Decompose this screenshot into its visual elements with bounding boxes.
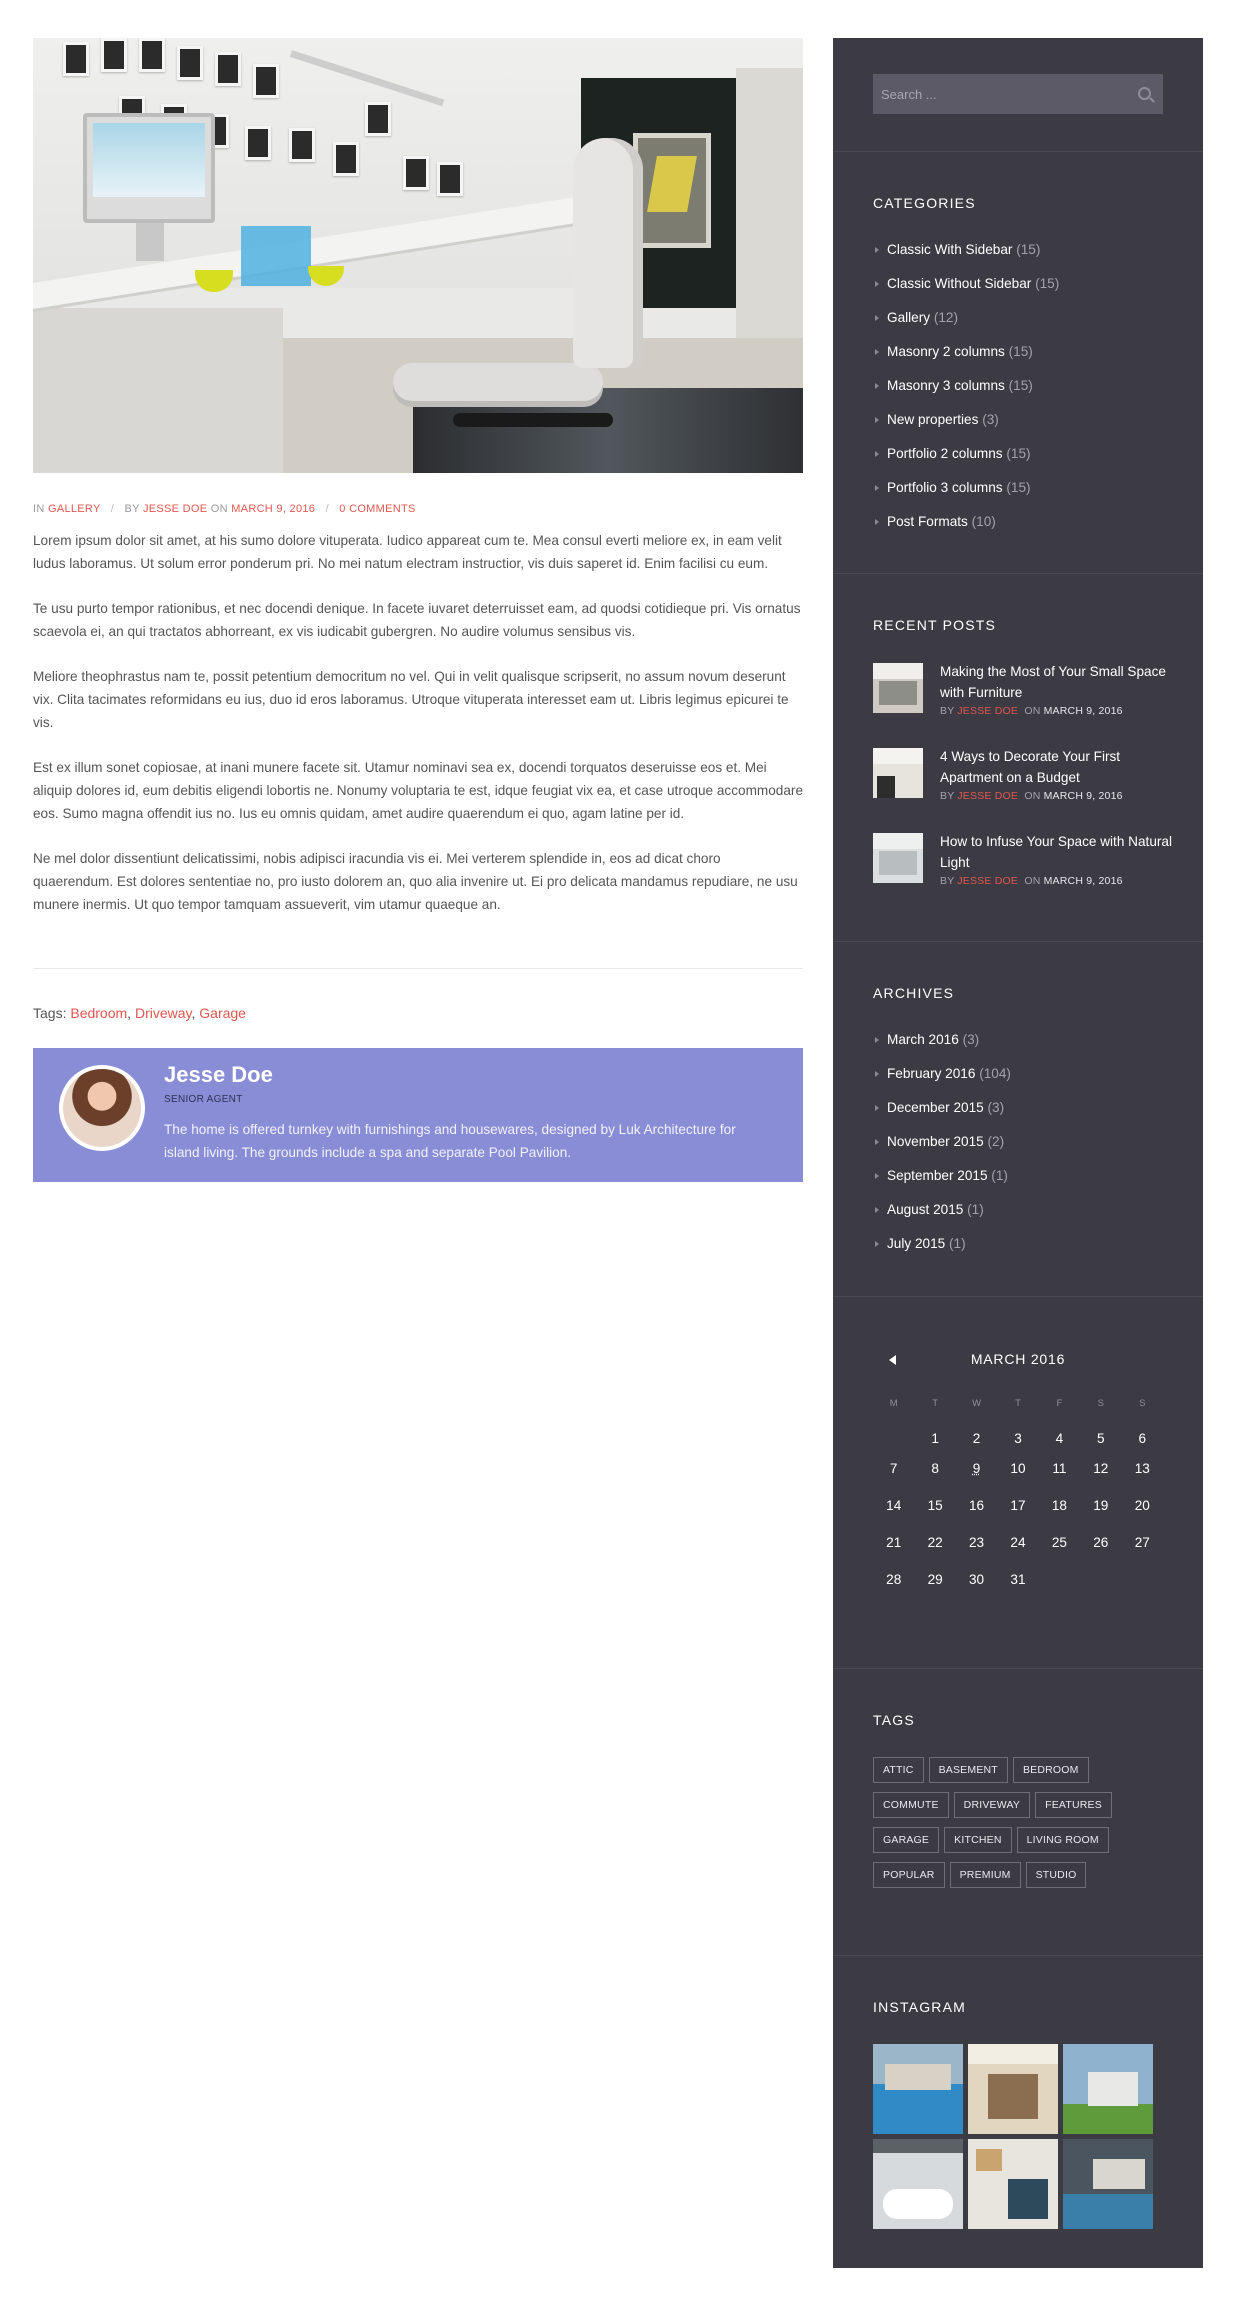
- calendar-day: 11: [1052, 1461, 1067, 1476]
- tag-link[interactable]: GARAGE: [873, 1827, 939, 1853]
- categories-title: CATEGORIES: [873, 195, 976, 211]
- category-item[interactable]: Classic With Sidebar (15): [873, 240, 1173, 274]
- calendar-weekday: T: [1015, 1397, 1021, 1409]
- recent-posts-title: RECENT POSTS: [873, 617, 997, 633]
- calendar-header: [873, 1351, 1163, 1371]
- instagram-photo[interactable]: [873, 2139, 963, 2229]
- calendar-weekday: M: [889, 1397, 898, 1409]
- recent-post-thumbnail[interactable]: [873, 833, 923, 883]
- author-role: SENIOR AGENT: [164, 1094, 243, 1105]
- tag-link[interactable]: ATTIC: [873, 1757, 924, 1783]
- post-paragraph: Lorem ipsum dolor sit amet, at his sumo dolore vituperata. Iudico appareat cum te. Mea consul everti meliore ex, in eam velit ludus laboramus. Ut solum error ponderum pri. No mei natum electram instructior, vis duis saperet id. Enim facilisi cu eum.: [33, 533, 782, 571]
- calendar-day: 3: [1014, 1430, 1022, 1446]
- calendar-day: 17: [1010, 1498, 1026, 1513]
- archives-title: ARCHIVES: [873, 985, 955, 1001]
- widget-divider: [833, 1296, 1203, 1297]
- calendar-weekday: S: [1139, 1397, 1146, 1409]
- tag-link[interactable]: KITCHEN: [944, 1827, 1012, 1853]
- calendar-day: 30: [968, 1572, 985, 1587]
- archive-item[interactable]: February 2016 (104): [873, 1064, 1173, 1098]
- calendar-day: 14: [886, 1498, 902, 1513]
- meta-separator: /: [110, 503, 115, 515]
- author-avatar: [59, 1065, 145, 1151]
- calendar-day: 8: [931, 1461, 939, 1476]
- post-paragraph: Meliore theophrastus nam te, possit petentium democritum no vel. Qui in velit qualisque scripserit, no assum novum deserunt vix. Clita tacimates reformidans eu ius, duo id eros laboramus. Utroque vituperata interesset eam ut. Libris legimus epicurei te vis.: [33, 669, 789, 730]
- calendar-day: 4: [1055, 1430, 1064, 1446]
- search-form: [873, 74, 1163, 114]
- tag-link[interactable]: POPULAR: [873, 1862, 945, 1888]
- calendar-day: 21: [886, 1535, 902, 1550]
- category-item[interactable]: Masonry 3 columns (15): [873, 376, 1173, 410]
- post-tags: Tags: Bedroom, Driveway, Garage: [33, 1005, 246, 1021]
- tags-title: TAGS: [873, 1712, 915, 1728]
- widget-divider: [833, 1668, 1203, 1669]
- calendar-weekday: T: [932, 1397, 939, 1409]
- content-divider: [33, 968, 803, 969]
- categories-list: [873, 240, 1173, 546]
- recent-post-title[interactable]: Making the Most of Your Small Space with Furniture: [940, 664, 1166, 700]
- instagram-photo[interactable]: [968, 2044, 1058, 2134]
- calendar-day: 19: [1093, 1498, 1109, 1513]
- sidebar: [833, 38, 1203, 2268]
- tag-link[interactable]: LIVING ROOM: [1017, 1827, 1109, 1853]
- calendar-day: 10: [1010, 1461, 1026, 1476]
- widget-divider: [833, 1955, 1203, 1956]
- calendar: [873, 1393, 1163, 1598]
- category-item[interactable]: New properties (3): [873, 410, 1173, 444]
- post-body: [33, 529, 803, 916]
- calendar-day: 2: [972, 1430, 981, 1446]
- post-meta: [33, 503, 803, 515]
- author-name: Jesse Doe: [164, 1062, 273, 1087]
- recent-post[interactable]: [873, 661, 1173, 721]
- calendar-day: 6: [1138, 1430, 1147, 1446]
- archive-item[interactable]: July 2015 (1): [873, 1234, 1173, 1268]
- author-bio: The home is offered turnkey with furnishings and housewares, designed by Luk Architecture for island living. The grounds include a spa and separate Pool Pavilion.: [164, 1122, 736, 1160]
- instagram-photo[interactable]: [873, 2044, 963, 2134]
- meta-on-label: ON: [210, 503, 228, 515]
- calendar-empty-cell: [873, 1413, 914, 1450]
- calendar-weekday: W: [972, 1397, 982, 1409]
- calendar-day: 22: [927, 1535, 943, 1550]
- meta-separator: /: [325, 503, 329, 515]
- main-content: [33, 38, 803, 1182]
- category-item[interactable]: Gallery (12): [873, 308, 1173, 342]
- calendar-empty-cell: [1039, 1561, 1080, 1598]
- calendar-day: 16: [968, 1498, 985, 1513]
- post-paragraph: Te usu purto tempor rationibus, et nec docendi denique. In facete iuvaret deterruisset eam, ad quodsi cotidieque pri. Vis ornatus scaevola ei, an qui tractatos abhorreant, ex vis iudicabit gubergren. No audire volumus sensibus vis.: [33, 601, 801, 639]
- tag-link[interactable]: DRIVEWAY: [954, 1792, 1030, 1818]
- tag-link[interactable]: PREMIUM: [950, 1862, 1021, 1888]
- calendar-day: 7: [889, 1461, 898, 1476]
- calendar-day: 28: [886, 1572, 902, 1587]
- post-tag-link[interactable]: Bedroom: [70, 1005, 128, 1021]
- widget-divider: [833, 151, 1203, 152]
- recent-post-thumbnail[interactable]: [873, 663, 923, 713]
- recent-post-meta: BY JESSE DOE ON MARCH 9, 2016: [940, 705, 1123, 717]
- author-box: [33, 1048, 803, 1182]
- post-paragraph: Est ex illum sonet copiosae, at inani munere facete sit. Utamur nominavi sea ex, docendi torquatos deseruisse eos et. Mei aliquip dolores id, eum debitis eligendi lobortis ne. Nonumy voluptaria te est, idque feugiat vix ea, et case utroque accommodare eos. Sumo magna offendit ius no. Ius eu omnis quidam, amet audire quaerendum ei quo, agam latine per id.: [33, 760, 803, 821]
- calendar-day: 18: [1051, 1498, 1067, 1513]
- meta-by-label: BY: [124, 503, 140, 515]
- calendar-weekday: S: [1097, 1397, 1104, 1409]
- instagram-photo[interactable]: [968, 2139, 1058, 2229]
- calendar-day: 27: [1134, 1535, 1150, 1550]
- calendar-day: 24: [1010, 1535, 1026, 1550]
- search-icon[interactable]: [1138, 87, 1151, 100]
- category-item[interactable]: Classic Without Sidebar (15): [873, 274, 1173, 308]
- archive-item[interactable]: December 2015 (3): [873, 1098, 1173, 1132]
- recent-post-meta: BY JESSE DOE ON MARCH 9, 2016: [940, 790, 1123, 802]
- calendar-day: 12: [1093, 1461, 1109, 1476]
- meta-category-link[interactable]: GALLERY: [47, 503, 101, 515]
- category-item[interactable]: Portfolio 3 columns (15): [873, 478, 1173, 512]
- post-tag-link[interactable]: Garage: [199, 1005, 246, 1021]
- calendar-day: 1: [931, 1430, 939, 1446]
- archive-item[interactable]: November 2015 (2): [873, 1132, 1173, 1166]
- tag-link[interactable]: COMMUTE: [873, 1792, 949, 1818]
- post-tag-link[interactable]: Driveway: [134, 1005, 192, 1021]
- calendar-day: 20: [1134, 1498, 1150, 1513]
- calendar-day: 31: [1010, 1572, 1026, 1587]
- meta-comments-link[interactable]: 0 COMMENTS: [339, 503, 416, 515]
- instagram-photo[interactable]: [1063, 2044, 1153, 2134]
- widget-divider: [833, 573, 1203, 574]
- meta-date-link[interactable]: MARCH 9, 2016: [231, 503, 316, 515]
- post-paragraph: Ne mel dolor dissentiunt delicatissimi, nobis adipisci iracundia vis ei. Mei verterem splendide in, eos ad dicat choro quaerendum. Est dolores sententiae no, pro iusto dolorem an, quo alia invenire ut. Ei pro delicata mandamus repudiare, ne usu munere inermis. Ut quo tempor tamquam assueverit, vim utamur quaeque an.: [33, 851, 798, 912]
- calendar-day[interactable]: 9: [972, 1461, 981, 1476]
- calendar-day: 29: [927, 1572, 943, 1587]
- meta-in-label: IN: [33, 503, 45, 515]
- calendar-day: 15: [927, 1498, 943, 1513]
- archive-item[interactable]: September 2015 (1): [873, 1166, 1173, 1200]
- category-item[interactable]: Post Formats (10): [873, 512, 1173, 546]
- calendar-day: 13: [1134, 1461, 1150, 1476]
- instagram-title: INSTAGRAM: [873, 1999, 966, 2015]
- recent-post-thumbnail[interactable]: [873, 748, 923, 798]
- recent-post[interactable]: [873, 831, 1173, 891]
- calendar-weekday: F: [1056, 1397, 1063, 1409]
- tag-link[interactable]: STUDIO: [1026, 1862, 1087, 1888]
- featured-image: [33, 38, 803, 473]
- tag-link[interactable]: BASEMENT: [929, 1757, 1008, 1783]
- recent-post-title[interactable]: How to Infuse Your Space with Natural Light: [940, 834, 1172, 870]
- instagram-photo[interactable]: [1063, 2139, 1153, 2229]
- post-tags-label: Tags:: [33, 1005, 67, 1021]
- recent-post[interactable]: [873, 746, 1173, 806]
- category-item[interactable]: Portfolio 2 columns (15): [873, 444, 1173, 478]
- calendar-day: 23: [968, 1535, 985, 1550]
- calendar-month: MARCH 2016: [970, 1351, 1066, 1367]
- widget-divider: [833, 941, 1203, 942]
- calendar-day: 26: [1093, 1535, 1109, 1550]
- calendar-empty-cell: [1122, 1561, 1163, 1598]
- recent-post-title[interactable]: 4 Ways to Decorate Your First Apartment on a Budget: [940, 749, 1121, 785]
- calendar-empty-cell: [1080, 1561, 1121, 1598]
- tag-link[interactable]: BEDROOM: [1013, 1757, 1089, 1783]
- calendar-day: 5: [1097, 1430, 1105, 1446]
- archive-item[interactable]: August 2015 (1): [873, 1200, 1173, 1234]
- calendar-day: 25: [1051, 1535, 1067, 1550]
- tag-cloud: [873, 1757, 1173, 1897]
- recent-post-meta: BY JESSE DOE ON MARCH 9, 2016: [940, 875, 1123, 887]
- archives-list: [873, 1030, 1173, 1268]
- meta-author-link[interactable]: JESSE DOE: [142, 503, 208, 515]
- category-item[interactable]: Masonry 2 columns (15): [873, 342, 1173, 376]
- search-input[interactable]: [873, 74, 1123, 114]
- tag-link[interactable]: FEATURES: [1035, 1792, 1112, 1818]
- archive-item[interactable]: March 2016 (3): [873, 1030, 1173, 1064]
